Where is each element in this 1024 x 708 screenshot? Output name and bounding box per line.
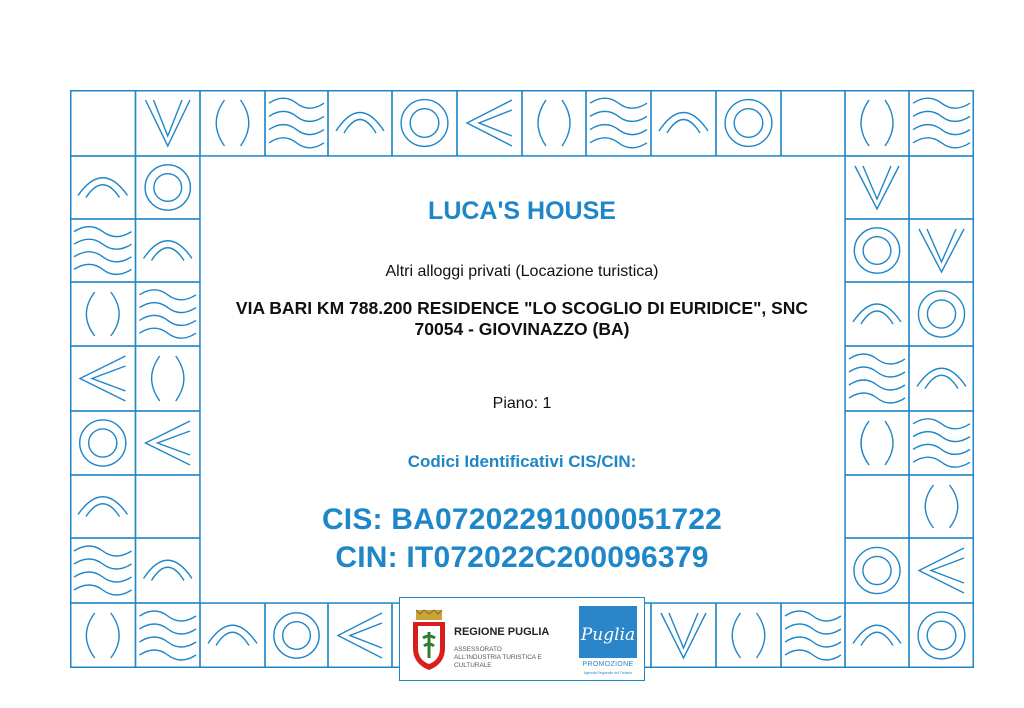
promo-label: PROMOZIONE <box>582 661 634 668</box>
region-subtitle: ASSESSORATO ALL'INDUSTRIA TURISTICA E CULTURALE <box>454 646 542 669</box>
address-line-1: VIA BARI KM 788.200 RESIDENCE "LO SCOGLIO DI EURIDICE", SNC <box>235 298 809 318</box>
property-title: LUCA'S HOUSE <box>428 197 616 225</box>
certificate-body <box>200 157 844 597</box>
codes-heading: Codici Identificativi CIS/CIN: <box>407 452 637 471</box>
floor-info: Piano: 1 <box>492 395 552 412</box>
puglia-script-logo <box>579 606 637 658</box>
promo-subtitle: Agenzia Regionale del Turismo <box>583 671 633 675</box>
logos-box <box>399 597 645 681</box>
cis-code: CIS: BA07202291000051722 <box>321 503 723 536</box>
regione-puglia-crest-icon <box>410 608 448 672</box>
property-address <box>230 298 814 340</box>
puglia-script: Puglia <box>580 625 636 645</box>
address-line-2: 70054 - GIOVINAZZO (BA) <box>414 319 630 339</box>
region-name: REGIONE PUGLIA <box>454 626 550 638</box>
cin-code: CIN: IT072022C200096379 <box>335 541 709 574</box>
puglia-promozione-logo <box>579 606 637 658</box>
property-category: Altri alloggi privati (Locazione turistica) <box>385 263 659 280</box>
